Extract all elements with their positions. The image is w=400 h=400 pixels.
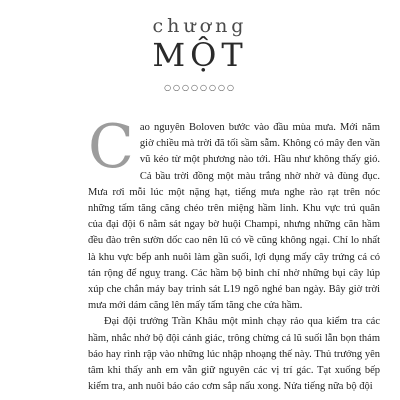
drop-cap: C (88, 112, 134, 182)
paragraph (88, 314, 380, 395)
paragraph-text: ao nguyên Boloven bước vào đầu mùa mưa. Mới năm giờ chiều mà trời đã tối sầm sẫm. Không có mây đen vần vũ kéo từ một phương nào tới. Hầu như không thấy gió. Cả bầu trời đồng một màu trắng nhờ nhờ và đùng đục. Mưa rơi mỗi lúc một nặng hạt, tiếng mưa nghe rào rạt trên nóc những tấm tăng căng chéo trên miệng hầm linh. Khu vực trú quân của đại đội 6 nằm sát ngay bờ huội Champi, nhưng những căn hầm đều đào trên sườn dốc cao nên lũ có về cũng không ngại. Chỉ lo nhất là khu vực bếp anh nuôi làm gần suối, lợi dụng mấy cây trứng cá có tán rộng để nguỵ trang. Các hầm bộ binh chỉ nhờ những bụi cây lúp xúp che chắn máy bay trinh sát L19 ngõ nghé ban ngày. Bây giờ trời mưa mới dám căng lên mấy tấm tăng che cửa hầm. (88, 122, 380, 312)
paragraph-text: Đại đội trưởng Trần Khâu một mình chạy rảo qua kiểm tra các hầm, nhắc nhở bộ đội cảnh giác, trông chừng cả lũ suối lẫn bọn thám báo hay rình rập vào những lúc nhập nhoạng thế này. Thủ trưởng yên tâm khi thấy anh em vẫn giữ nguyên các vị trí gác. Tạt xuống bếp kiểm tra, anh nuôi báo cáo cơm sắp nấu xong. Nửa tiếng nữa bộ đội (88, 316, 380, 393)
chapter-number: MỘT (152, 36, 248, 74)
chapter-body (88, 112, 380, 395)
ornament-divider: ○○○○○○○○ (164, 83, 236, 92)
chapter-label: chương (152, 15, 248, 37)
paragraph-first (88, 112, 380, 314)
